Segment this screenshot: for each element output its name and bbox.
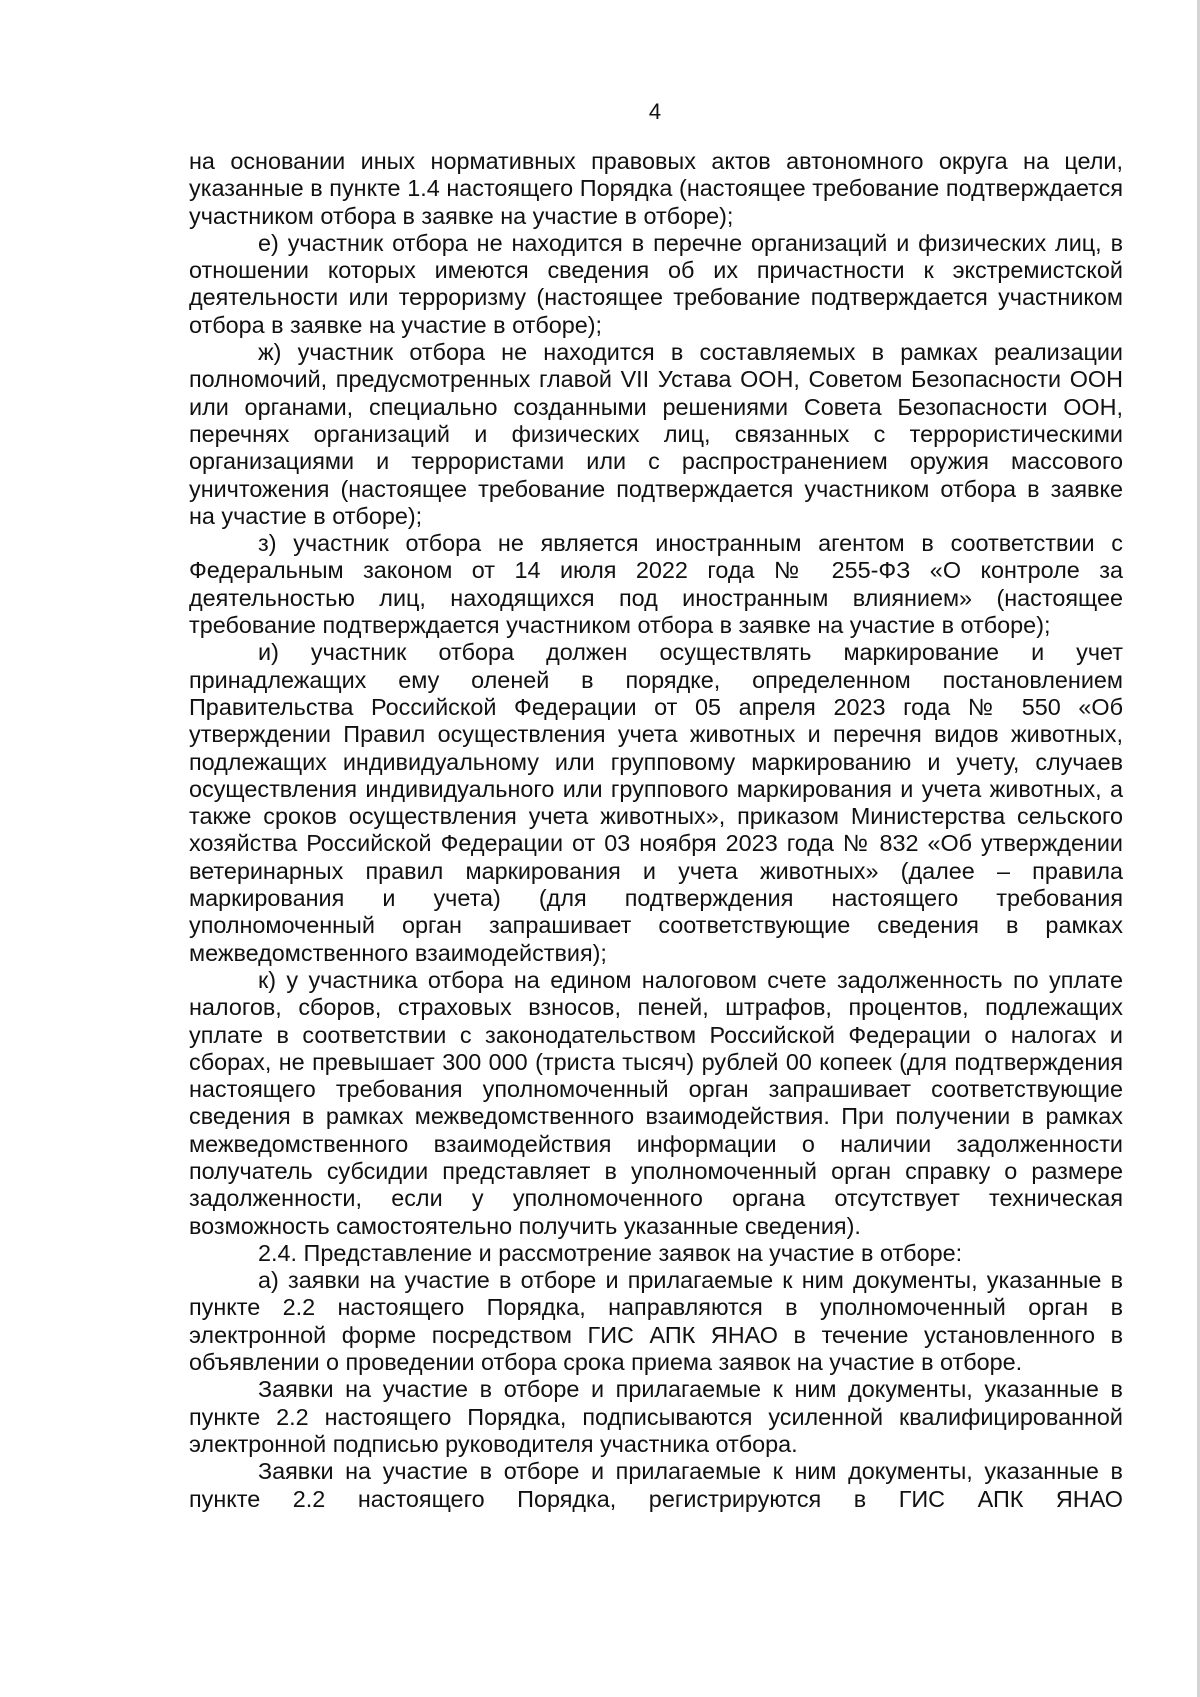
section-heading-2-4: 2.4. Представление и рассмотрение заявок на участие в отборе: <box>258 1239 963 1266</box>
paragraph-item-i: и) участник отбора должен осуществлять маркирование и учет принадлежащих ему оленей в порядке, определенном постановлением Правительства Российской Федерации от 05 апреля 2023 года № 550 «Об утверждении Правил осуществления учета животных и перечня видов животных, подлежащих индивидуальному или групповому маркированию и учету, случаев осуществления индивидуального или группового маркирования и учета животных, а также сроков осуществления учета животных», приказом Министерства сельского хозяйства Российской Федерации от 03 ноября 2023 года № 832 «Об утверждении ветеринарных правил маркирования и учета животных» (далее – правила маркирования и учета) (для подтверждения настоящего требования уполномоченный орган запрашивает соответствующие сведения в рамках межведомственного взаимодействия); <box>189 639 1123 966</box>
document-body <box>189 148 1123 1513</box>
paragraph-item-zh: ж) участник отбора не находится в составляемых в рамках реализации полномочий, предусмотренных главой VII Устава ООН, Советом Безопасности ООН или органами, специально созданными решениями Совета Безопасности ООН, перечнях организаций и физических лиц, связанных с террористическими организациями и террористами или с распространением оружия массового уничтожения (настоящее требование подтверждается участником отбора в заявке на участие в отборе); <box>189 339 1123 529</box>
page-number: 4 <box>648 99 662 124</box>
paragraph-item-a: а) заявки на участие в отборе и прилагаемые к ним документы, указанные в пункте 2.2 настоящего Порядка, направляются в уполномоченный орган в электронной форме посредством ГИС АПК ЯНАО в течение установленного в объявлении о проведении отбора срока приема заявок на участие в отборе. <box>189 1267 1123 1376</box>
paragraph-signature-requirement: Заявки на участие в отборе и прилагаемые к ним документы, указанные в пункте 2.2 настоящего Порядка, подписываются усиленной квалифицированной электронной подписью руководителя участника отбора. <box>189 1376 1123 1457</box>
paragraph-continuation: на основании иных нормативных правовых актов автономного округа на цели, указанные в пункте 1.4 настоящего Порядка (настоящее требование подтверждается участником отбора в заявке на участие в отборе); <box>189 148 1123 229</box>
paragraph-item-z: з) участник отбора не является иностранным агентом в соответствии с Федеральным законом от 14 июля 2022 года № 255-ФЗ «О контроле за деятельностью лиц, находящихся под иностранным влиянием» (настоящее требование подтверждается участником отбора в заявке на участие в отборе); <box>189 530 1123 639</box>
paragraph-item-k: к) у участника отбора на едином налоговом счете задолженность по уплате налогов, сборов, страховых взносов, пеней, штрафов, процентов, подлежащих уплате в соответствии с законодательством Российской Федерации о налогах и сборах, не превышает 300 000 (триста тысяч) рублей 00 копеек (для подтверждения настоящего требования уполномоченный орган запрашивает соответствующие сведения в рамках межведомственного взаимодействия. При получении в рамках межведомственного взаимодействия информации о наличии задолженности получатель субсидии представляет в уполномоченный орган справку о размере задолженности, если у уполномоченного органа отсутствует техническая возможность самостоятельно получить указанные сведения). <box>189 966 1123 1239</box>
paragraph-item-e: е) участник отбора не находится в перечне организаций и физических лиц, в отношении которых имеются сведения об их причастности к экстремистской деятельности или терроризму (настоящее требование подтверждается участником отбора в заявке на участие в отборе); <box>189 229 1123 338</box>
paragraph-registration: Заявки на участие в отборе и прилагаемые к ним документы, указанные в пункте 2.2 настоящего Порядка, регистрируются в ГИС АПК ЯНАО <box>189 1458 1123 1512</box>
